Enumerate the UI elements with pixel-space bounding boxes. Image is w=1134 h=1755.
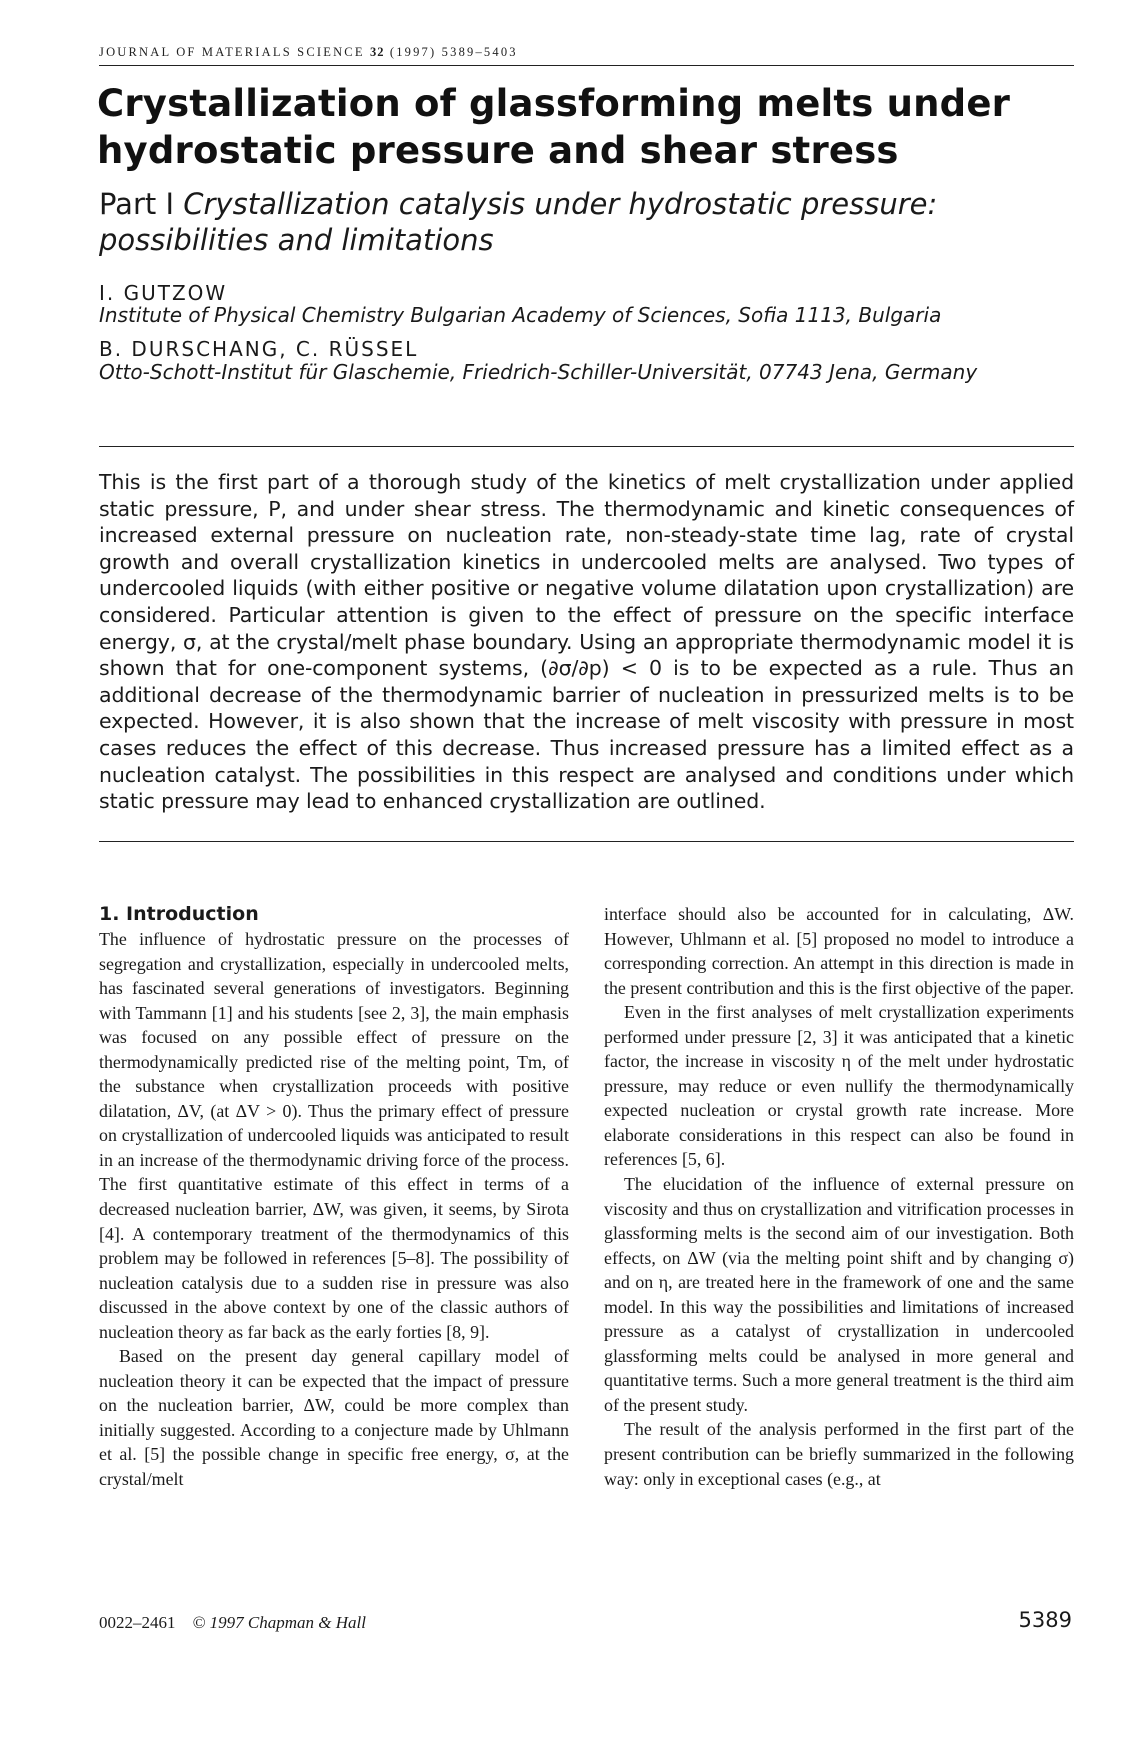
- intro-paragraph: Based on the present day general capillary model of nucleation theory it can be expected that the impact of pressure on the nucleation barrier, ΔW, could be more complex than initially suggested. According to a conjecture made by Uhlmann et al. [5] the possible change in specific free energy, σ, at the crystal/melt: [99, 1346, 569, 1490]
- author-affiliation-2: Otto-Schott-Institut für Glaschemie, Friedrich-Schiller-Universität, 07743 Jena, Germany: [99, 360, 978, 384]
- subtitle-text: Crystallization catalysis under hydrostatic pressure: possibilities and limitations: [99, 187, 938, 257]
- right-column: [604, 902, 1074, 1491]
- subtitle-part: Part I: [99, 187, 175, 221]
- abstract-top-rule: [99, 446, 1074, 447]
- intro-paragraph: The influence of hydrostatic pressure on the processes of segregation and crystallization, especially in undercooled melts, has fascinated several generations of investigators. Beginning with Tammann [1] and his students [see 2, 3], the main emphasis was focused on any possible effect of pressure on the thermodynamically predicted rise of the melting point, Tm, of the substance when crystallization proceeds with positive dilatation, ΔV, (at ΔV > 0). Thus the primary effect of pressure on crystallization of undercooled liquids was anticipated to result in an increase of the thermodynamic driving force of the process. The first quantitative estimate of this effect in terms of a decreased nucleation barrier, ΔW, was given, it seems, by Sirota [4]. A contemporary treatment of the thermodynamics of this problem may be followed in references [5–8]. The possibility of nucleation catalysis due to a sudden rise in pressure was also discussed in the above context by one of the classic authors of nucleation theory as far back as the early forties [8, 9].: [99, 929, 569, 1342]
- section-heading-introduction: 1. Introduction: [99, 903, 259, 925]
- author-names-2: B. DURSCHANG, C. RÜSSEL: [99, 337, 419, 361]
- author-names-1: I. GUTZOW: [99, 281, 228, 305]
- footer-copyright: © 1997 Chapman & Hall: [192, 1613, 366, 1632]
- footer-issn-copyright: [99, 1613, 366, 1633]
- page-number: 5389: [1018, 1608, 1072, 1632]
- footer-issn: 0022–2461: [99, 1613, 176, 1632]
- intro-paragraph: The elucidation of the influence of external pressure on viscosity and thus on crystallization and vitrification processes in glassforming melts is the second aim of our investigation. Both effects, on ΔW (via the melting point shift and by changing σ) and on η, are treated here in the framework of one and the same model. In this way the possibilities and limitations of increased pressure as a catalyst of crystallization in undercooled glassforming melts could be analysed in more general and quantitative terms. Such a more general treatment is the third aim of the present study.: [604, 1174, 1074, 1415]
- abstract-bottom-rule: [99, 841, 1074, 842]
- journal-name: JOURNAL OF MATERIALS SCIENCE: [99, 45, 365, 59]
- intro-paragraph: interface should also be accounted for in calculating, ΔW. However, Uhlmann et al. [5] proposed no model to introduce a corresponding correction. An attempt in this direction is made in the present contribution and this is the first objective of the paper.: [604, 904, 1075, 998]
- header-rule: [99, 65, 1074, 66]
- journal-year-pages: (1997) 5389–5403: [389, 45, 518, 59]
- left-column: [99, 902, 569, 1492]
- intro-paragraph: Even in the first analyses of melt crystallization experiments performed under pressure [2, 3] it was anticipated that a kinetic factor, the increase in viscosity η of the melt under hydrostatic pressure, may reduce or even nullify the thermodynamically expected nucleation or crystal growth rate increase. More elaborate considerations in this respect can also be found in references [5, 6].: [604, 1002, 1074, 1170]
- article-title: Crystallization of glassforming melts under hydrostatic pressure and shear stress: [97, 82, 1011, 172]
- author-affiliation-1: Institute of Physical Chemistry Bulgarian Academy of Sciences, Sofia 1113, Bulgaria: [99, 303, 942, 327]
- running-head: [99, 45, 518, 60]
- abstract: This is the first part of a thorough study of the kinetics of melt crystallization under applied static pressure, P, and under shear stress. The thermodynamic and kinetic consequences of increased external pressure on nucleation rate, non-steady-state time lag, rate of crystal growth and overall crystallization kinetics in undercooled melts are analysed. Two types of undercooled liquids (with either positive or negative volume dilatation upon crystallization) are considered. Particular attention is given to the effect of pressure on the specific interface energy, σ, at the crystal/melt phase boundary. Using an appropriate thermodynamic model it is shown that for one-component systems, (∂σ/∂p) < 0 is to be expected as a rule. Thus an additional decrease of the thermodynamic barrier of nucleation in pressurized melts is to be expected. However, it is also shown that the increase of melt viscosity with pressure in most cases reduces the effect of this decrease. Thus increased pressure has a limited effect as a nucleation catalyst. The possibilities in this respect are analysed and conditions under which static pressure may lead to enhanced crystallization are outlined.: [99, 470, 1074, 814]
- journal-volume: 32: [370, 45, 385, 59]
- article-subtitle: [99, 186, 1079, 258]
- intro-paragraph: The result of the analysis performed in the first part of the present contribution can be briefly summarized in the following way: only in exceptional cases (e.g., at: [604, 1419, 1074, 1489]
